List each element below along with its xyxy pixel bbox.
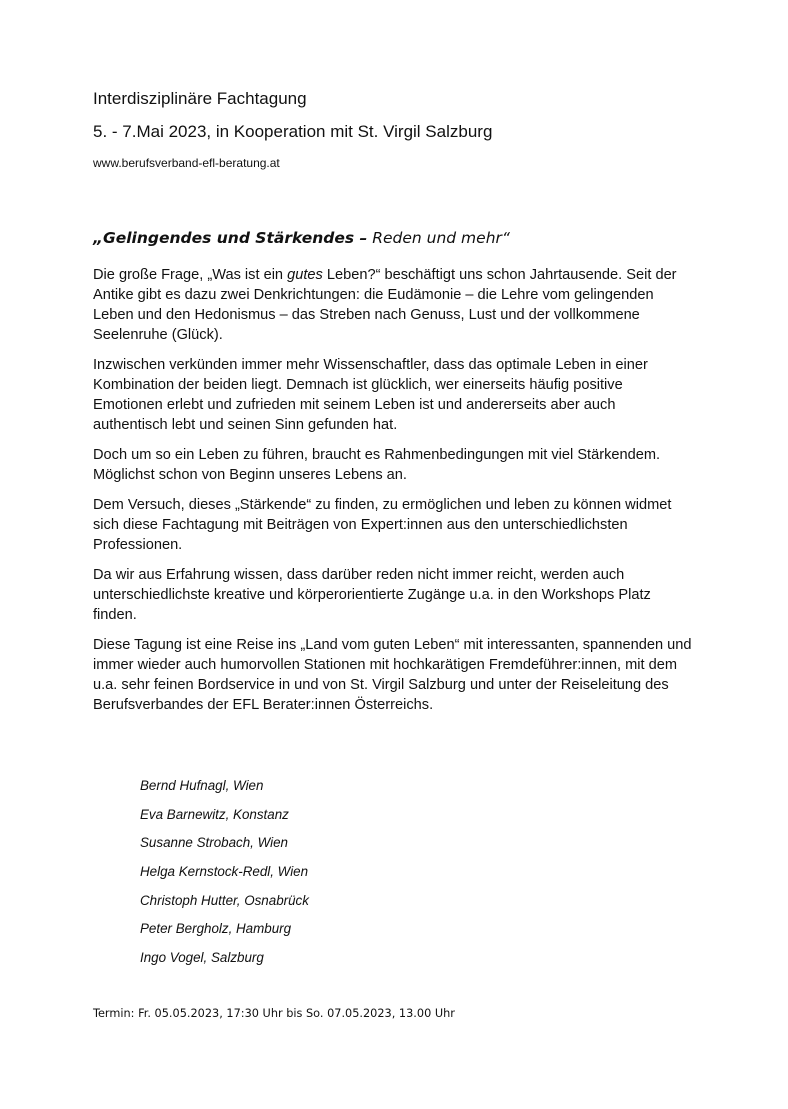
paragraph-emphasis: gutes [287, 267, 323, 283]
speaker-item: Christoph Hutter, Osnabrück [140, 892, 309, 908]
paragraph: Da wir aus Erfahrung wissen, dass darüber reden nicht immer reicht, werden auch unterschiedlichste kreative und körperorientierte Zugänge u.a. in den Workshops Platz finden. [93, 567, 651, 623]
paragraph [93, 265, 693, 345]
title-rest-part: Reden und mehr“ [367, 229, 510, 247]
body-text [93, 265, 693, 725]
speaker-list [140, 776, 309, 977]
paragraph-text: Die große Frage, „Was ist ein [93, 267, 288, 283]
document-title [93, 227, 510, 249]
event-date-heading: 5. - 7.Mai 2023, in Kooperation mit St. Virgil Salzburg [93, 122, 493, 141]
paragraph: Doch um so ein Leben zu führen, braucht es Rahmenbedingungen mit viel Stärkendem. Möglichst schon von Beginn unseres Lebens an. [93, 447, 661, 483]
event-type-heading: Interdisziplinäre Fachtagung [93, 89, 307, 108]
paragraph-text: Leben?“ beschäftigt uns schon Jahrtausende. Seit der Antike gibt es dazu zwei Denkrichtungen: die Eudämonie – die Lehre vom gelingenden Leben und den Hedonismus – das Streben nach Genuss, Lust und der vollkommene Seelenruhe (Glück). [93, 267, 677, 343]
speaker-item: Helga Kernstock-Redl, Wien [140, 864, 309, 880]
speaker-item: Bernd Hufnagl, Wien [140, 778, 264, 793]
paragraph: Diese Tagung ist eine Reise ins „Land vom guten Leben“ mit interessanten, spannenden und immer wieder auch humorvollen Stationen mit hochkarätigen Fremdeführer:innen, mit dem u.a. sehr feinen Bordservice in und von St. Virgil Salzburg und unter der Reiseleitung des Berufsverbandes der EFL Berater:innen Österreichs. [93, 637, 692, 713]
paragraph: Inzwischen verkünden immer mehr Wissenschaftler, dass das optimale Leben in einer Kombination der beiden liegt. Demnach ist glücklich, wer einerseits häufig positive Emotionen erlebt und zufrieden mit seinem Leben ist und andererseits aber auch authentisch lebt und seinen Sinn gefunden hat. [93, 357, 648, 433]
speaker-item: Peter Bergholz, Hamburg [140, 921, 292, 937]
speaker-item: Susanne Strobach, Wien [140, 835, 289, 851]
paragraph: Dem Versuch, dieses „Stärkende“ zu finden, zu ermöglichen und leben zu können widmet sich diese Fachtagung mit Beiträgen von Expert:innen aus den unterschiedlichsten Professionen. [93, 497, 672, 553]
website-url: www.berufsverband-efl-beratung.at [93, 156, 280, 170]
title-bold-part: „Gelingendes und Stärkendes – [93, 229, 368, 247]
event-schedule: Termin: Fr. 05.05.2023, 17:30 Uhr bis So. 07.05.2023, 13.00 Uhr [93, 1007, 455, 1020]
speaker-item: Eva Barnewitz, Konstanz [140, 806, 289, 822]
speaker-item: Ingo Vogel, Salzburg [140, 950, 264, 966]
